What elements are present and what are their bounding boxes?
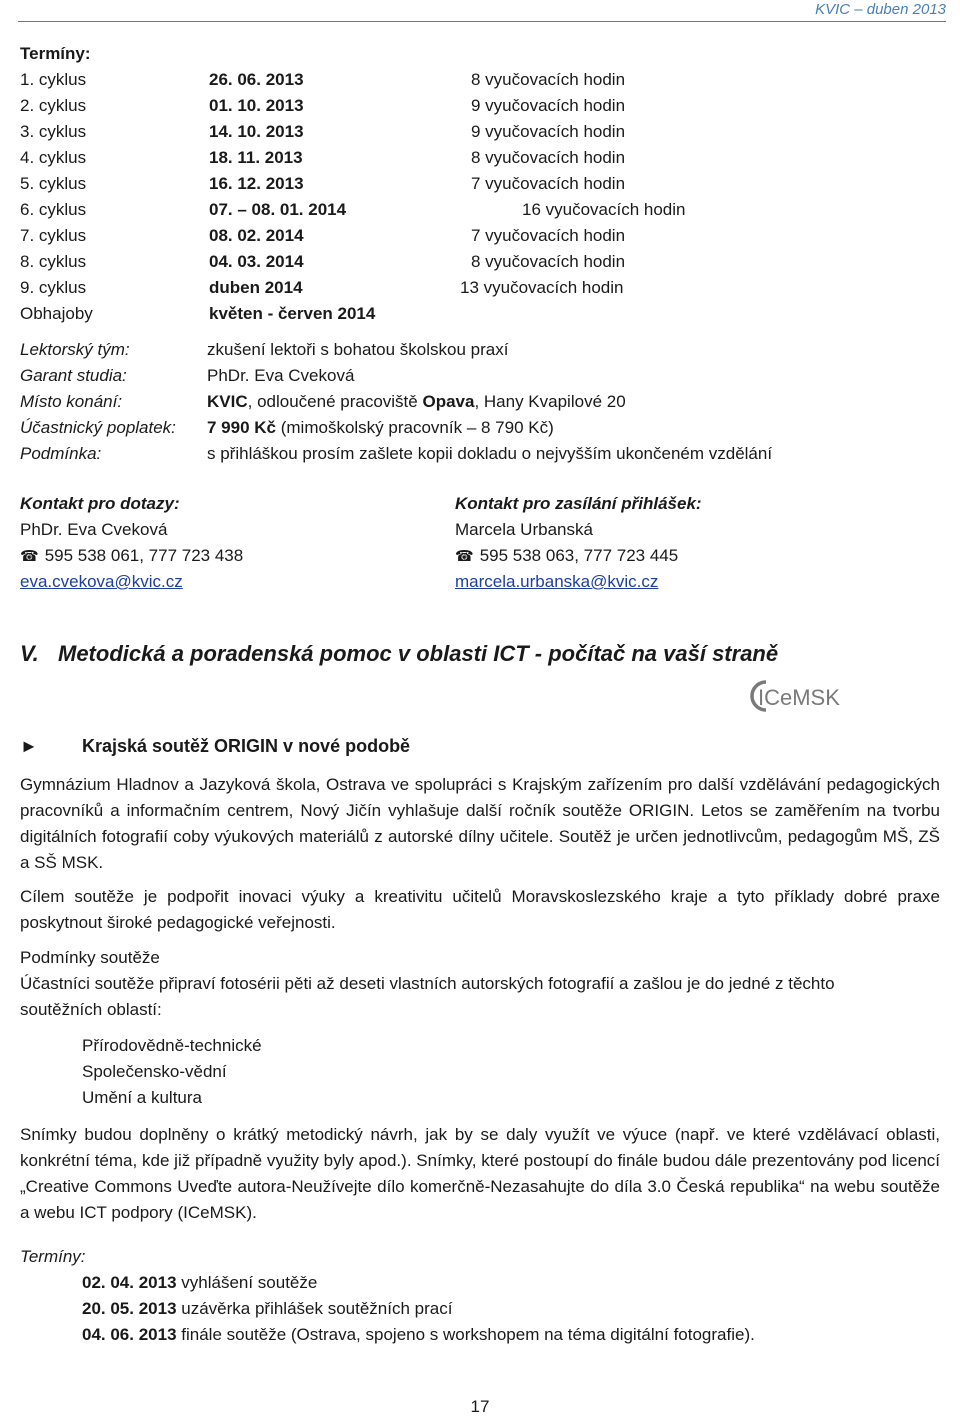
defense-label: Obhajoby [20, 304, 93, 323]
garant-label: Garant studia: [20, 366, 127, 385]
area-item: Společensko-vědní [82, 1062, 227, 1081]
term-date: 04. 06. 2013 [82, 1325, 177, 1344]
bullet-icon: ► [20, 736, 38, 756]
cycle-6-hours: 16 vyučovacích hodin [522, 200, 686, 219]
cycle-1-name: 1. cyklus [20, 70, 87, 89]
cycle-4-hours: 8 vyučovacích hodin [471, 148, 626, 167]
cycle-4-name: 4. cyklus [20, 148, 87, 167]
venue-mid: , odloučené pracoviště [247, 392, 423, 411]
term-row [82, 1296, 452, 1322]
contact-left-phone: 595 538 061, 777 723 438 [44, 546, 244, 565]
contact-left-heading: Kontakt pro dotazy: [20, 494, 180, 513]
condition-value: s přihláškou prosím zašlete kopii dokladu o nejvyšším ukončeném vzdělání [207, 444, 773, 463]
area-item: Umění a kultura [82, 1088, 202, 1107]
cycle-2-name: 2. cyklus [20, 96, 87, 115]
cycle-3-hours: 9 vyučovacích hodin [471, 122, 626, 141]
venue-rest: , Hany Kvapilové 20 [474, 392, 626, 411]
fee-value: 7 990 Kč [207, 418, 276, 437]
cycle-6-date: 07. – 08. 01. 2014 [209, 200, 347, 219]
cycle-4-date: 18. 11. 2013 [209, 148, 303, 167]
contact-left-name: PhDr. Eva Cveková [20, 520, 168, 539]
term-row [82, 1270, 317, 1296]
fee-label: Účastnický poplatek: [20, 418, 176, 437]
cycle-5-date: 16. 12. 2013 [209, 174, 304, 193]
page-number: 17 [470, 1397, 490, 1416]
cycle-9-hours: 13 vyučovacích hodin [460, 278, 624, 297]
fee-value-row [207, 415, 554, 441]
competition-terms-heading: Termíny: [20, 1247, 86, 1266]
cycle-8-hours: 8 vyučovacích hodin [471, 252, 626, 271]
venue-label: Místo konání: [20, 392, 123, 411]
icemsk-logo [748, 676, 868, 716]
cycle-8-date: 04. 03. 2014 [209, 252, 304, 271]
cycle-1-date: 26. 06. 2013 [209, 70, 304, 89]
conditions-heading: Podmínky soutěže [20, 948, 160, 967]
contact-left-email-link[interactable]: eva.cvekova@kvic.cz [20, 572, 183, 591]
cycle-7-hours: 7 vyučovacích hodin [471, 226, 626, 245]
venue-org: KVIC [207, 392, 248, 411]
header-rule [18, 21, 946, 22]
running-header: KVIC – duben 2013 [815, 1, 946, 18]
section-number: V. [20, 641, 39, 666]
venue-value [207, 389, 626, 415]
competition-paragraph-2: Cílem soutěže je podpořit inovaci výuky a kreativitu učitelů Moravskoslezského kraje a tyto příklady dobré praxe poskytnout široké pedagogické veřejnosti. [20, 887, 940, 932]
contact-right-heading: Kontakt pro zasílání přihlášek: [455, 494, 702, 513]
contact-left-phone-row [20, 543, 243, 570]
phone-icon: ☎ [455, 548, 474, 565]
garant-value: PhDr. Eva Cveková [207, 366, 355, 385]
cycle-1-hours: 8 vyučovacích hodin [471, 70, 626, 89]
cycle-8-name: 8. cyklus [20, 252, 87, 271]
logo-text: ICeMSK [758, 685, 840, 710]
contact-right-email-link[interactable]: marcela.urbanska@kvic.cz [455, 572, 659, 591]
term-date: 02. 04. 2013 [82, 1273, 177, 1292]
term-text: finále soutěže (Ostrava, spojeno s workshopem na téma digitální fotografie). [176, 1325, 755, 1344]
cycle-3-name: 3. cyklus [20, 122, 87, 141]
term-text: vyhlášení soutěže [176, 1273, 318, 1292]
condition-label: Podmínka: [20, 444, 102, 463]
lektors-value: zkušení lektoři s bohatou školskou praxí [207, 340, 509, 359]
section-title: Metodická a poradenská pomoc v oblasti ICT - počítač na vaší straně [58, 641, 779, 666]
phone-icon: ☎ [20, 548, 39, 565]
competition-paragraph-3: Snímky budou doplněny o krátký metodický návrh, jak by se daly využít ve výuce (např. ve které vzdělávací oblasti, konkrétní téma, kde již případně využity byly apod.). Snímky, které postoupí do finále budou dále prezentovány pod licencí „Creative Commons Uveďte autora-Neužívejte dílo komerčně-Nezasahujte do díla 3.0 Česká republika“ na webu soutěže a webu ICT podpory (ICeMSK). [20, 1125, 940, 1222]
lektors-label: Lektorský tým: [20, 340, 130, 359]
area-item: Přírodovědně-technické [82, 1036, 262, 1055]
competition-title: Krajská soutěž ORIGIN v nové podobě [82, 736, 411, 756]
cycle-5-name: 5. cyklus [20, 174, 87, 193]
cycle-5-hours: 7 vyučovacích hodin [471, 174, 626, 193]
defense-date: květen - červen 2014 [209, 304, 376, 323]
conditions-text: Účastníci soutěže připraví fotosérii pěti až deseti vlastních autorských fotografií a zašlou je do jedné z těchto soutěžních oblastí: [20, 974, 835, 1019]
cycle-7-date: 08. 02. 2014 [209, 226, 304, 245]
term-text: uzávěrka přihlášek soutěžních prací [176, 1299, 453, 1318]
contact-right-name: Marcela Urbanská [455, 520, 593, 539]
contact-right-phone: 595 538 063, 777 723 445 [479, 546, 679, 565]
contact-right-phone-row [455, 543, 678, 570]
term-date: 20. 05. 2013 [82, 1299, 177, 1318]
venue-city: Opava [422, 392, 475, 411]
cycle-9-date: duben 2014 [209, 278, 303, 297]
competition-paragraph-1: Gymnázium Hladnov a Jazyková škola, Ostrava ve spolupráci s Krajským zařízením pro další vzdělávání pedagogických pracovníků a informačním centrem, Nový Jičín vyhlašuje další ročník soutěže ORIGIN. Letos se zaměřením na tvorbu digitálních fotografií coby výukových materiálů z autorské dílny učitele. Soutěž je určen jednotlivcům, pedagogům MŠ, ZŠ a SŠ MSK. [20, 775, 940, 872]
cycle-7-name: 7. cyklus [20, 226, 87, 245]
term-row [82, 1322, 755, 1348]
cycle-2-date: 01. 10. 2013 [209, 96, 304, 115]
cycle-6-name: 6. cyklus [20, 200, 87, 219]
cycle-9-name: 9. cyklus [20, 278, 87, 297]
fee-rest: (mimoškolský pracovník – 8 790 Kč) [276, 418, 554, 437]
cycle-3-date: 14. 10. 2013 [209, 122, 304, 141]
terms-heading: Termíny: [20, 44, 91, 63]
cycle-2-hours: 9 vyučovacích hodin [471, 96, 626, 115]
